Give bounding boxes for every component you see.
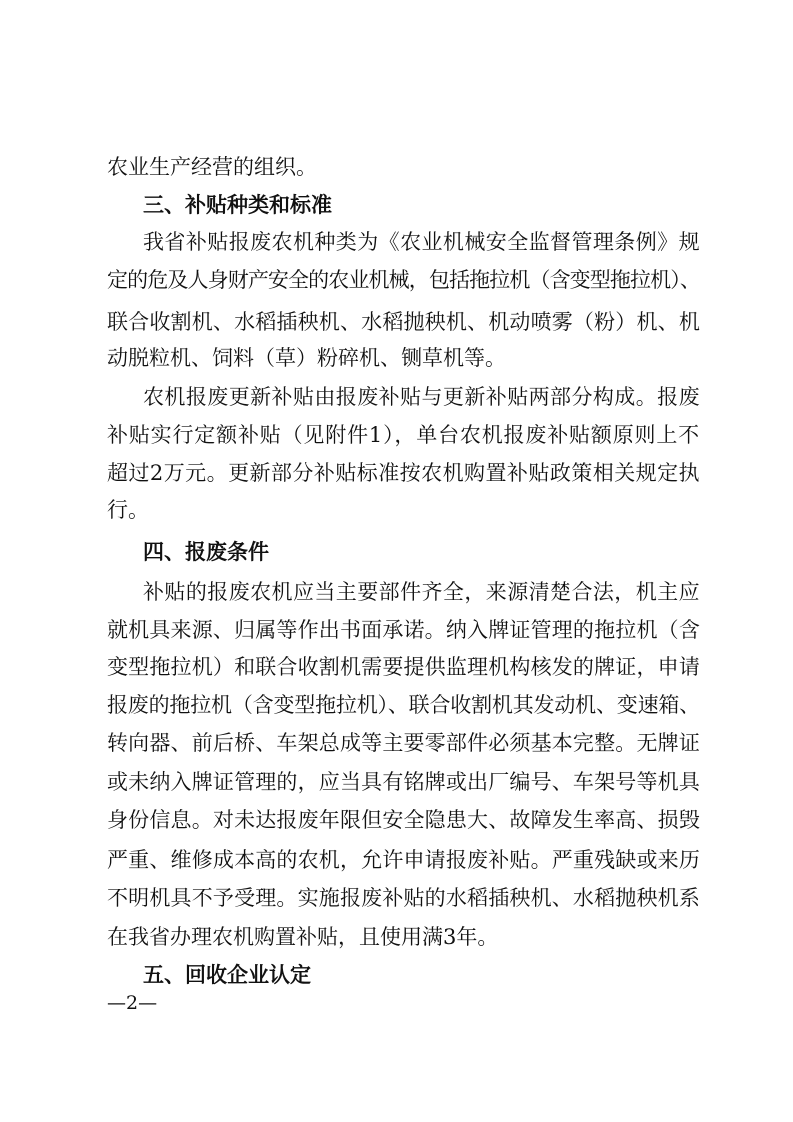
page-number: —2— — [107, 992, 158, 1014]
paragraph-line: 行。 — [107, 498, 149, 522]
paragraph-line: 补贴的报废农机应当主要部件齐全，来源清楚合法，机主应 — [143, 580, 700, 604]
paragraph-line: 变型拖拉机）和联合收割机需要提供监理机构核发的牌证，申请 — [107, 655, 700, 679]
paragraph-line: 农机报废更新补贴由报废补贴与更新补贴两部分构成。报废 — [143, 385, 700, 409]
paragraph-line: 动脱粒机、饲料（草）粉碎机、铡草机等。 — [107, 346, 506, 370]
paragraph-line: 联合收割机、水稻插秧机、水稻抛秧机、机动喷雾（粉）机、机 — [107, 310, 700, 334]
paragraph-line: 或未纳入牌证管理的，应当具有铭牌或出厂编号、车架号等机具 — [107, 770, 700, 794]
paragraph-line: 在我省办理农机购置补贴，且使用满3年。 — [107, 925, 499, 949]
paragraph-line: 不明机具不予受理。实施报废补贴的水稻插秧机、水稻抛秧机系 — [107, 886, 700, 910]
paragraph-line: 报废的拖拉机（含变型拖拉机）、联合收割机其发动机、变速箱、 — [107, 693, 700, 717]
paragraph-line: 农业生产经营的组织。 — [107, 155, 317, 179]
paragraph-line: 身份信息。对未达报废年限但安全隐患大、故障发生率高、损毁 — [107, 808, 700, 832]
paragraph-line: 定的危及人身财产安全的农业机械，包括拖拉机（含变型拖拉机）、 — [107, 268, 700, 292]
paragraph-line: 超过2万元。更新部分补贴标准按农机购置补贴政策相关规定执 — [107, 461, 700, 485]
paragraph-line: 严重、维修成本高的农机，允许申请报废补贴。严重残缺或来历 — [107, 848, 700, 872]
paragraph-line: 就机具来源、归属等作出书面承诺。纳入牌证管理的拖拉机（含 — [107, 618, 700, 642]
section-heading-5: 五、回收企业认定 — [143, 963, 311, 987]
paragraph-line: 补贴实行定额补贴（见附件1），单台农机报废补贴额原则上不 — [107, 423, 700, 447]
paragraph-line: 我省补贴报废农机种类为《农业机械安全监督管理条例》规 — [143, 230, 700, 254]
section-heading-3: 三、补贴种类和标准 — [143, 193, 332, 217]
paragraph-line: 转向器、前后桥、车架总成等主要零部件必须基本完整。无牌证 — [107, 731, 700, 755]
section-heading-4: 四、报废条件 — [143, 540, 269, 564]
